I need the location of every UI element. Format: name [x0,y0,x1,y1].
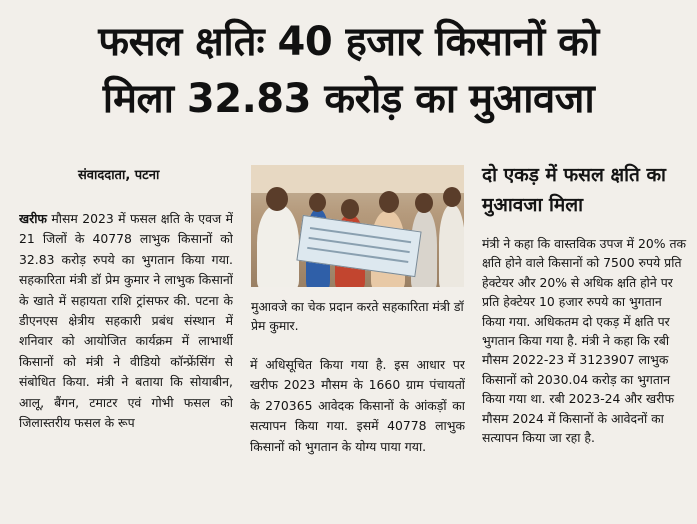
article-column-2: में अधिसूचित किया गया है. इस आधार पर खरीफ 2023 मौसम के 1660 ग्राम पंचायतों के 270365 आवेदक किसानों के आंकड़ों का सत्यापन किया गया. इसमें 40778 लाभुक किसानों को भुगतान के योग्य पाया गया. [250,357,465,454]
photo-caption: मुआवजे का चेक प्रदान करते सहकारिता मंत्री डॉ प्रेम कुमार. [251,299,464,333]
photo-person-2-head [309,193,326,212]
headline [0,14,697,128]
photo-person-1-head [266,187,288,211]
article-column-1 [19,209,233,517]
photo-person-1 [257,205,299,287]
photo-person-5-head [415,193,433,213]
photo-person-6-head [443,187,461,207]
sidebar-body: मंत्री ने कहा कि वास्तविक उपज में 20% तक क्षति होने वाले किसानों को 7500 रुपये प्रति हेक्टेयर और 20% से अधिक क्षति होने पर प्रति हेक्टेयर 10 हजार रुपये का भुगतान किया गया. अधिकतम दो एकड़ में क्षति पर भुगतान किया गया है. मंत्री ने कहा कि रबी मौसम 2022-23 में 3123907 लाभुक किसानों को 2030.04 करोड़ का भुगतान किया गया था. रबी 2023-24 और खरीफ मौसम 2024 में किसानों के आवेदनों का सत्यापन किया जा रहा है. [482,236,687,446]
article-lead-word: खरीफ [19,211,47,226]
photo-person-3-head [341,199,359,219]
article-column-1-text: मौसम 2023 में फसल क्षति के एवज में 21 जिलों के 40778 लाभुक किसानों को 32.83 करोड़ रुपये का भुगतान किया गया. सहकारिता मंत्री डॉ प्रेम कुमार ने लाभुक किसानों के खाते में सहायता राशि ट्रांसफर की. पटना के डीएनएस क्षेत्रीय सहकारी प्रबंध संस्थान में शनिवार को आयोजित कार्यक्रम में लाभार्थी किसानों को मंत्री ने वीडियो कॉन्फ्रेंसिंग से संबोधित किया. मंत्री ने बताया कि सोयाबीन, आलू, बैंगन, टमाटर एवं गोभी फसल को जिलास्तरीय फसल के रूप [19,211,233,431]
headline-line-2: मिला 32.83 करोड़ का मुआवजा [102,76,595,122]
sidebar-heading: दो एकड़ में फसल क्षति का मुआवजा मिला [482,164,666,216]
photo-person-6 [439,205,464,287]
byline: संवाददाता, पटना [78,168,160,183]
photo-person-4-head [379,191,399,213]
news-photo [251,165,464,287]
headline-line-1: फसल क्षतिः 40 हजार किसानों को [98,19,599,65]
